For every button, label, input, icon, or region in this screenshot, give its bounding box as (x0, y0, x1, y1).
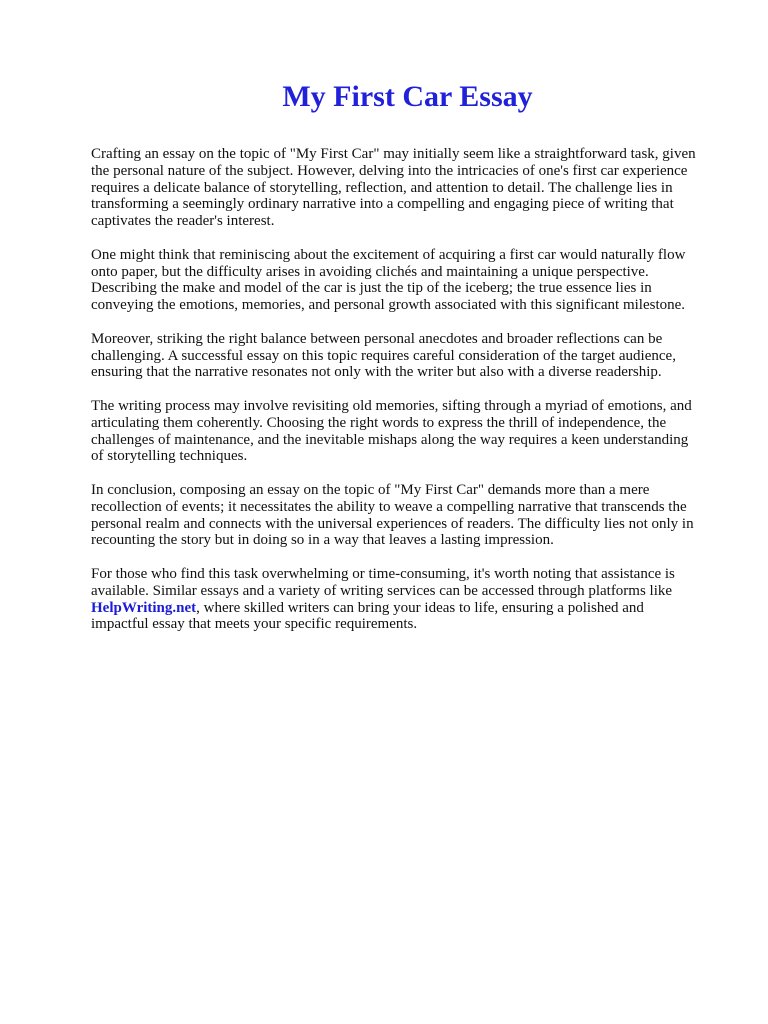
text-line: In conclusion, composing an essay on the topic of "My First Car" demands more than a mere (91, 481, 650, 498)
essay-body (91, 146, 731, 650)
helpwriting-link[interactable]: HelpWriting.net (91, 599, 197, 616)
text-line: For those who find this task overwhelming or time-consuming, it's worth noting that assistance is (91, 565, 675, 582)
text-line: impactful essay that meets your specific requirements. (91, 616, 418, 633)
text-line: One might think that reminiscing about the excitement of acquiring a first car would naturally flow (91, 246, 686, 263)
text-line: requires a delicate balance of storytelling, reflection, and attention to detail. The challenge lies in (91, 179, 673, 196)
page-title: My First Car Essay (282, 80, 533, 113)
text-line: the personal nature of the subject. However, delving into the intricacies of one's first car experience (91, 162, 688, 179)
paragraph-2 (91, 247, 731, 314)
text-line: challenging. A successful essay on this topic requires careful consideration of the target audience, (91, 347, 676, 364)
text-line: Describing the make and model of the car is just the tip of the iceberg; the true essence lies in (91, 280, 652, 297)
text-line: recounting the story but in doing so in a way that leaves a lasting impression. (91, 532, 554, 549)
text-line-with-link (91, 600, 731, 617)
paragraph-3 (91, 331, 731, 381)
text-line: available. Similar essays and a variety of writing services can be accessed through platforms like (91, 582, 673, 599)
text-line: Crafting an essay on the topic of "My First Car" may initially seem like a straightforward task, given (91, 146, 696, 162)
text-line: transforming a seemingly ordinary narrative into a compelling and engaging piece of writing that (91, 196, 674, 213)
text-line: The writing process may involve revisiting old memories, sifting through a myriad of emotions, and (91, 397, 692, 414)
text-line: of storytelling techniques. (91, 448, 248, 465)
paragraph-1 (91, 146, 731, 230)
text-line: ensuring that the narrative resonates not only with the writer but also with a diverse readership. (91, 364, 662, 381)
text-line: personal realm and connects with the universal experiences of readers. The difficulty lies not only in (91, 515, 694, 532)
closing-paragraph (91, 566, 731, 633)
text-line: articulating them coherently. Choosing the right words to express the thrill of independence, the (91, 414, 667, 431)
text-line: conveying the emotions, memories, and personal growth associated with this significant milestone. (91, 297, 686, 314)
text-line: onto paper, but the difficulty arises in avoiding clichés and maintaining a unique perspective. (91, 263, 649, 280)
text-line: Moreover, striking the right balance between personal anecdotes and broader reflections can be (91, 330, 663, 347)
paragraph-5 (91, 482, 731, 549)
text-line: captivates the reader's interest. (91, 213, 275, 230)
link-trailing-text: , where skilled writers can bring your ideas to life, ensuring a polished and (196, 599, 644, 616)
text-line: challenges of maintenance, and the inevitable mishaps along the way requires a keen understanding (91, 431, 689, 448)
paragraph-4 (91, 398, 731, 465)
text-line: recollection of events; it necessitates the ability to weave a compelling narrative that transcends the (91, 498, 687, 515)
